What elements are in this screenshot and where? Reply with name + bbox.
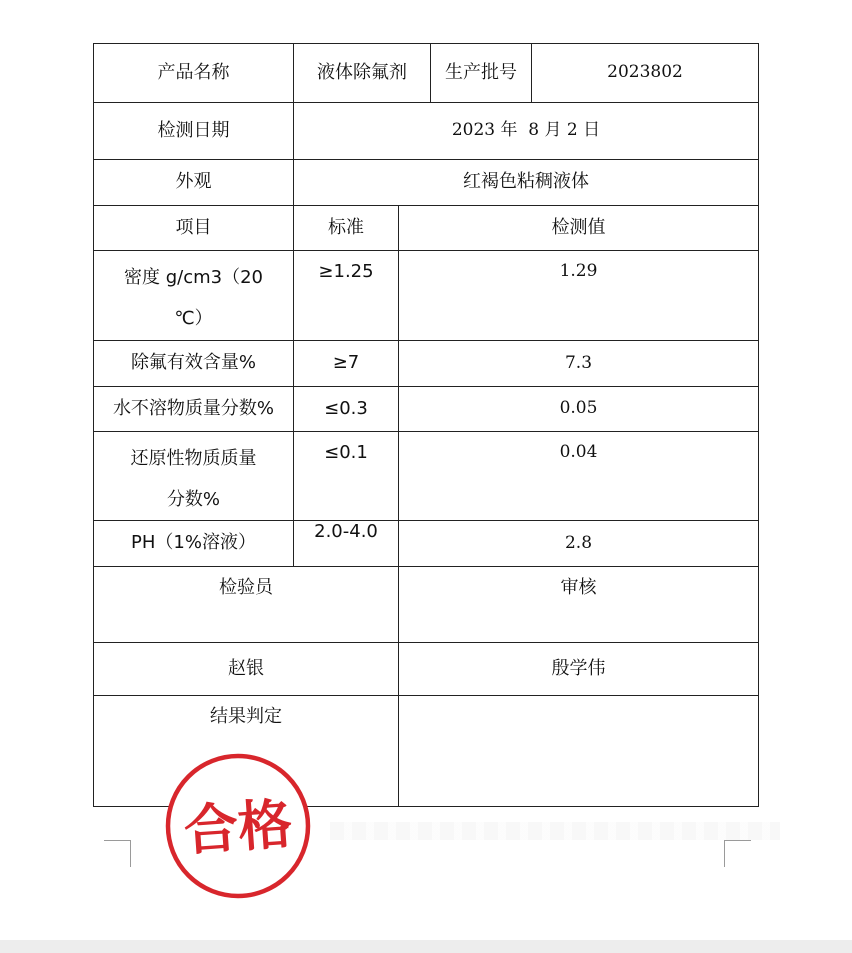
table-row-item: 还原性物质质量分数%: [93, 431, 294, 521]
inspector-name: 赵银: [93, 642, 399, 696]
table-row-result: 1.29: [398, 250, 759, 341]
table-row-item: PH（1%溶液）: [93, 520, 294, 567]
inspector-label: 检验员: [93, 566, 399, 643]
faint-scan-artifact: [330, 822, 780, 840]
col-standard-header: 标准: [293, 205, 399, 251]
table-row-standard: ≤0.1: [293, 431, 399, 521]
table-row-standard: ≥1.25: [293, 250, 399, 341]
test-date-value: 2023 年 8 月 2 日: [293, 102, 759, 160]
product-name-value: 液体除氟剂: [293, 43, 431, 103]
batch-label: 生产批号: [430, 43, 532, 103]
table-row-standard: ≥7: [293, 340, 399, 387]
appearance-label: 外观: [93, 159, 294, 206]
crop-mark-left: [104, 840, 131, 867]
product-name-label: 产品名称: [93, 43, 294, 103]
col-result-header: 检测值: [398, 205, 759, 251]
result-value-area: [398, 695, 759, 807]
table-row-result: 0.05: [398, 386, 759, 432]
reviewer-label: 审核: [398, 566, 759, 643]
reviewer-name: 殷学伟: [398, 642, 759, 696]
crop-mark-right: [724, 840, 751, 867]
table-row-result: 2.8: [398, 520, 759, 567]
test-date-label: 检测日期: [93, 102, 294, 160]
footer-bar: [0, 940, 852, 953]
batch-value: 2023802: [531, 43, 759, 103]
approval-stamp: [164, 752, 312, 900]
table-row-result: 7.3: [398, 340, 759, 387]
table-row-standard: 2.0-4.0: [293, 520, 399, 567]
table-row-item: 除氟有效含量%: [93, 340, 294, 387]
table-row-item: 水不溶物质量分数%: [93, 386, 294, 432]
table-row-item: 密度 g/cm3（20 ℃）: [93, 250, 294, 341]
stamp-text: 合格: [181, 791, 295, 863]
result-label: 结果判定: [93, 695, 399, 807]
appearance-value: 红褐色粘稠液体: [293, 159, 759, 206]
col-item-header: 项目: [93, 205, 294, 251]
table-row-standard: ≤0.3: [293, 386, 399, 432]
table-row-result: 0.04: [398, 431, 759, 521]
